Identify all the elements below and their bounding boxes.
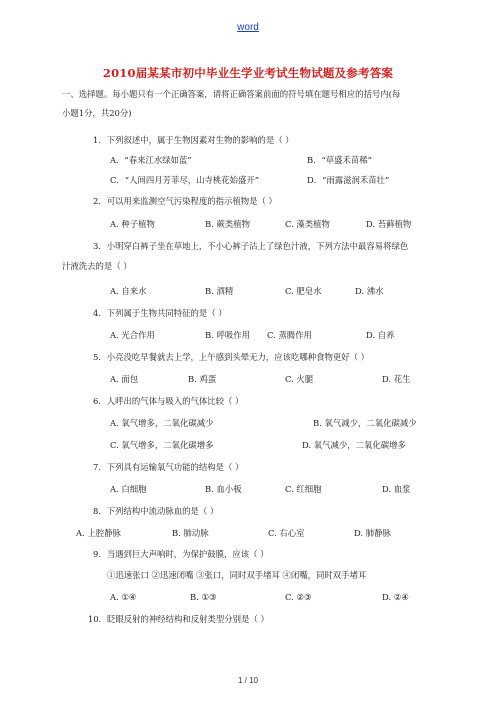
question-1-option-c: C．“人间四月芳菲尽，山寺桃花始盛开” [110, 175, 259, 185]
question-1-option-a: A．“春来江水绿如蓝” [110, 155, 192, 165]
section-intro-line-2: 小题1分，共20分) [62, 108, 132, 118]
question-6-option-a: A. 氧气增多，二氧化碳减少 [110, 418, 214, 428]
question-3-option-a: A. 自来水 [110, 286, 147, 296]
question-3-stem-continued: 汁液洗去的是（ ） [62, 261, 132, 271]
question-9-stem: 9．当遇到巨大声响时，为保护鼓膜，应该（ ） [93, 549, 269, 559]
question-2-stem: 2．可以用来监测空气污染程度的指示植物是（ ） [93, 196, 277, 206]
question-4-option-b: B. 呼吸作用 [205, 330, 250, 340]
question-6-option-c: C. 氧气增多，二氧化碳增多 [110, 440, 214, 450]
question-7-option-b: B. 血小板 [205, 484, 242, 494]
document-title: 2010届某某市初中毕业生学业考试生物试题及参考答案 [102, 66, 394, 80]
question-2-option-d: D. 苔藓植物 [366, 219, 412, 229]
question-4-option-c: C. 蒸腾作用 [267, 330, 312, 340]
question-1-option-b: B．“草盛禾苗稀” [307, 155, 372, 165]
question-9-statements: ①迅速张口 ②迅速闭嘴 ③张口，同时双手堵耳 ④闭嘴，同时双手堵耳 [107, 570, 367, 580]
question-3-option-c: C. 肥皂水 [285, 286, 322, 296]
question-5-stem: 5．小亮没吃早餐就去上学，上午感到头晕无力，应该吃哪种食物更好（ ） [93, 352, 369, 362]
question-7-option-a: A. 白细胞 [110, 484, 147, 494]
page-number: 1 / 10 [237, 676, 258, 685]
question-1-option-d: D．“雨露滋润禾苗壮” [307, 175, 390, 185]
question-8-option-b: B. 肺动脉 [172, 528, 209, 538]
question-4-option-d: D. 自养 [366, 330, 395, 340]
question-5-option-d: D. 花生 [382, 374, 411, 384]
question-8-option-d: D. 肺静脉 [354, 528, 391, 538]
question-8-option-a: A. 上腔静脉 [76, 528, 121, 538]
question-7-stem: 7．下列具有运输氧气功能的结构是（ ） [93, 462, 244, 472]
question-5-option-b: B. 鸡蛋 [188, 374, 217, 384]
question-3-stem: 3．小明穿白裤子坐在草地上，不小心裤子沾上了绿色汁液，下列方法中最容易将绿色 [93, 241, 409, 251]
question-9-option-b: B. ①③ [190, 592, 217, 602]
question-10-stem: 10．眨眼反射的神经结构和反射类型分别是（ ） [88, 614, 269, 624]
section-intro-line-1: 一、选择题。每小题只有一个正确答案，请将正确答案前面的符号填在题号相应的括号内(每 [62, 89, 401, 99]
question-1-stem: 1．下列叙述中，属于生物因素对生物的影响的是（ ） [93, 135, 294, 145]
question-8-stem: 8．下列结构中流动脉血的是（ ） [93, 506, 219, 516]
question-2-option-a: A. 种子植物 [110, 219, 155, 229]
question-7-option-c: C. 红细胞 [285, 484, 322, 494]
question-3-option-b: B. 酒精 [205, 286, 234, 296]
question-9-option-d: D. ②④ [382, 592, 409, 602]
question-4-stem: 4．下列属于生物共同特征的是（ ） [93, 308, 227, 318]
question-2-option-c: C. 藻类植物 [285, 219, 330, 229]
question-6-option-b: B. 氧气减少，二氧化碳减少 [313, 418, 417, 428]
question-9-option-c: C. ②③ [285, 592, 312, 602]
question-6-stem: 6．人呼出的气体与吸入的气体比较（ ） [93, 396, 244, 406]
question-7-option-d: D. 血浆 [382, 484, 411, 494]
question-8-option-c: C. 右心室 [268, 528, 305, 538]
question-5-option-a: A. 面包 [110, 374, 139, 384]
question-5-option-c: C. 火腿 [285, 374, 314, 384]
question-3-option-d: D. 沸水 [355, 286, 384, 296]
question-2-option-b: B. 蕨类植物 [205, 219, 250, 229]
header-word-link[interactable]: word [237, 22, 259, 33]
question-4-option-a: A. 光合作用 [110, 330, 155, 340]
question-9-option-a: A. ①④ [110, 592, 137, 602]
question-6-option-d: D. 氧气减少，二氧化碳增多 [302, 440, 406, 450]
